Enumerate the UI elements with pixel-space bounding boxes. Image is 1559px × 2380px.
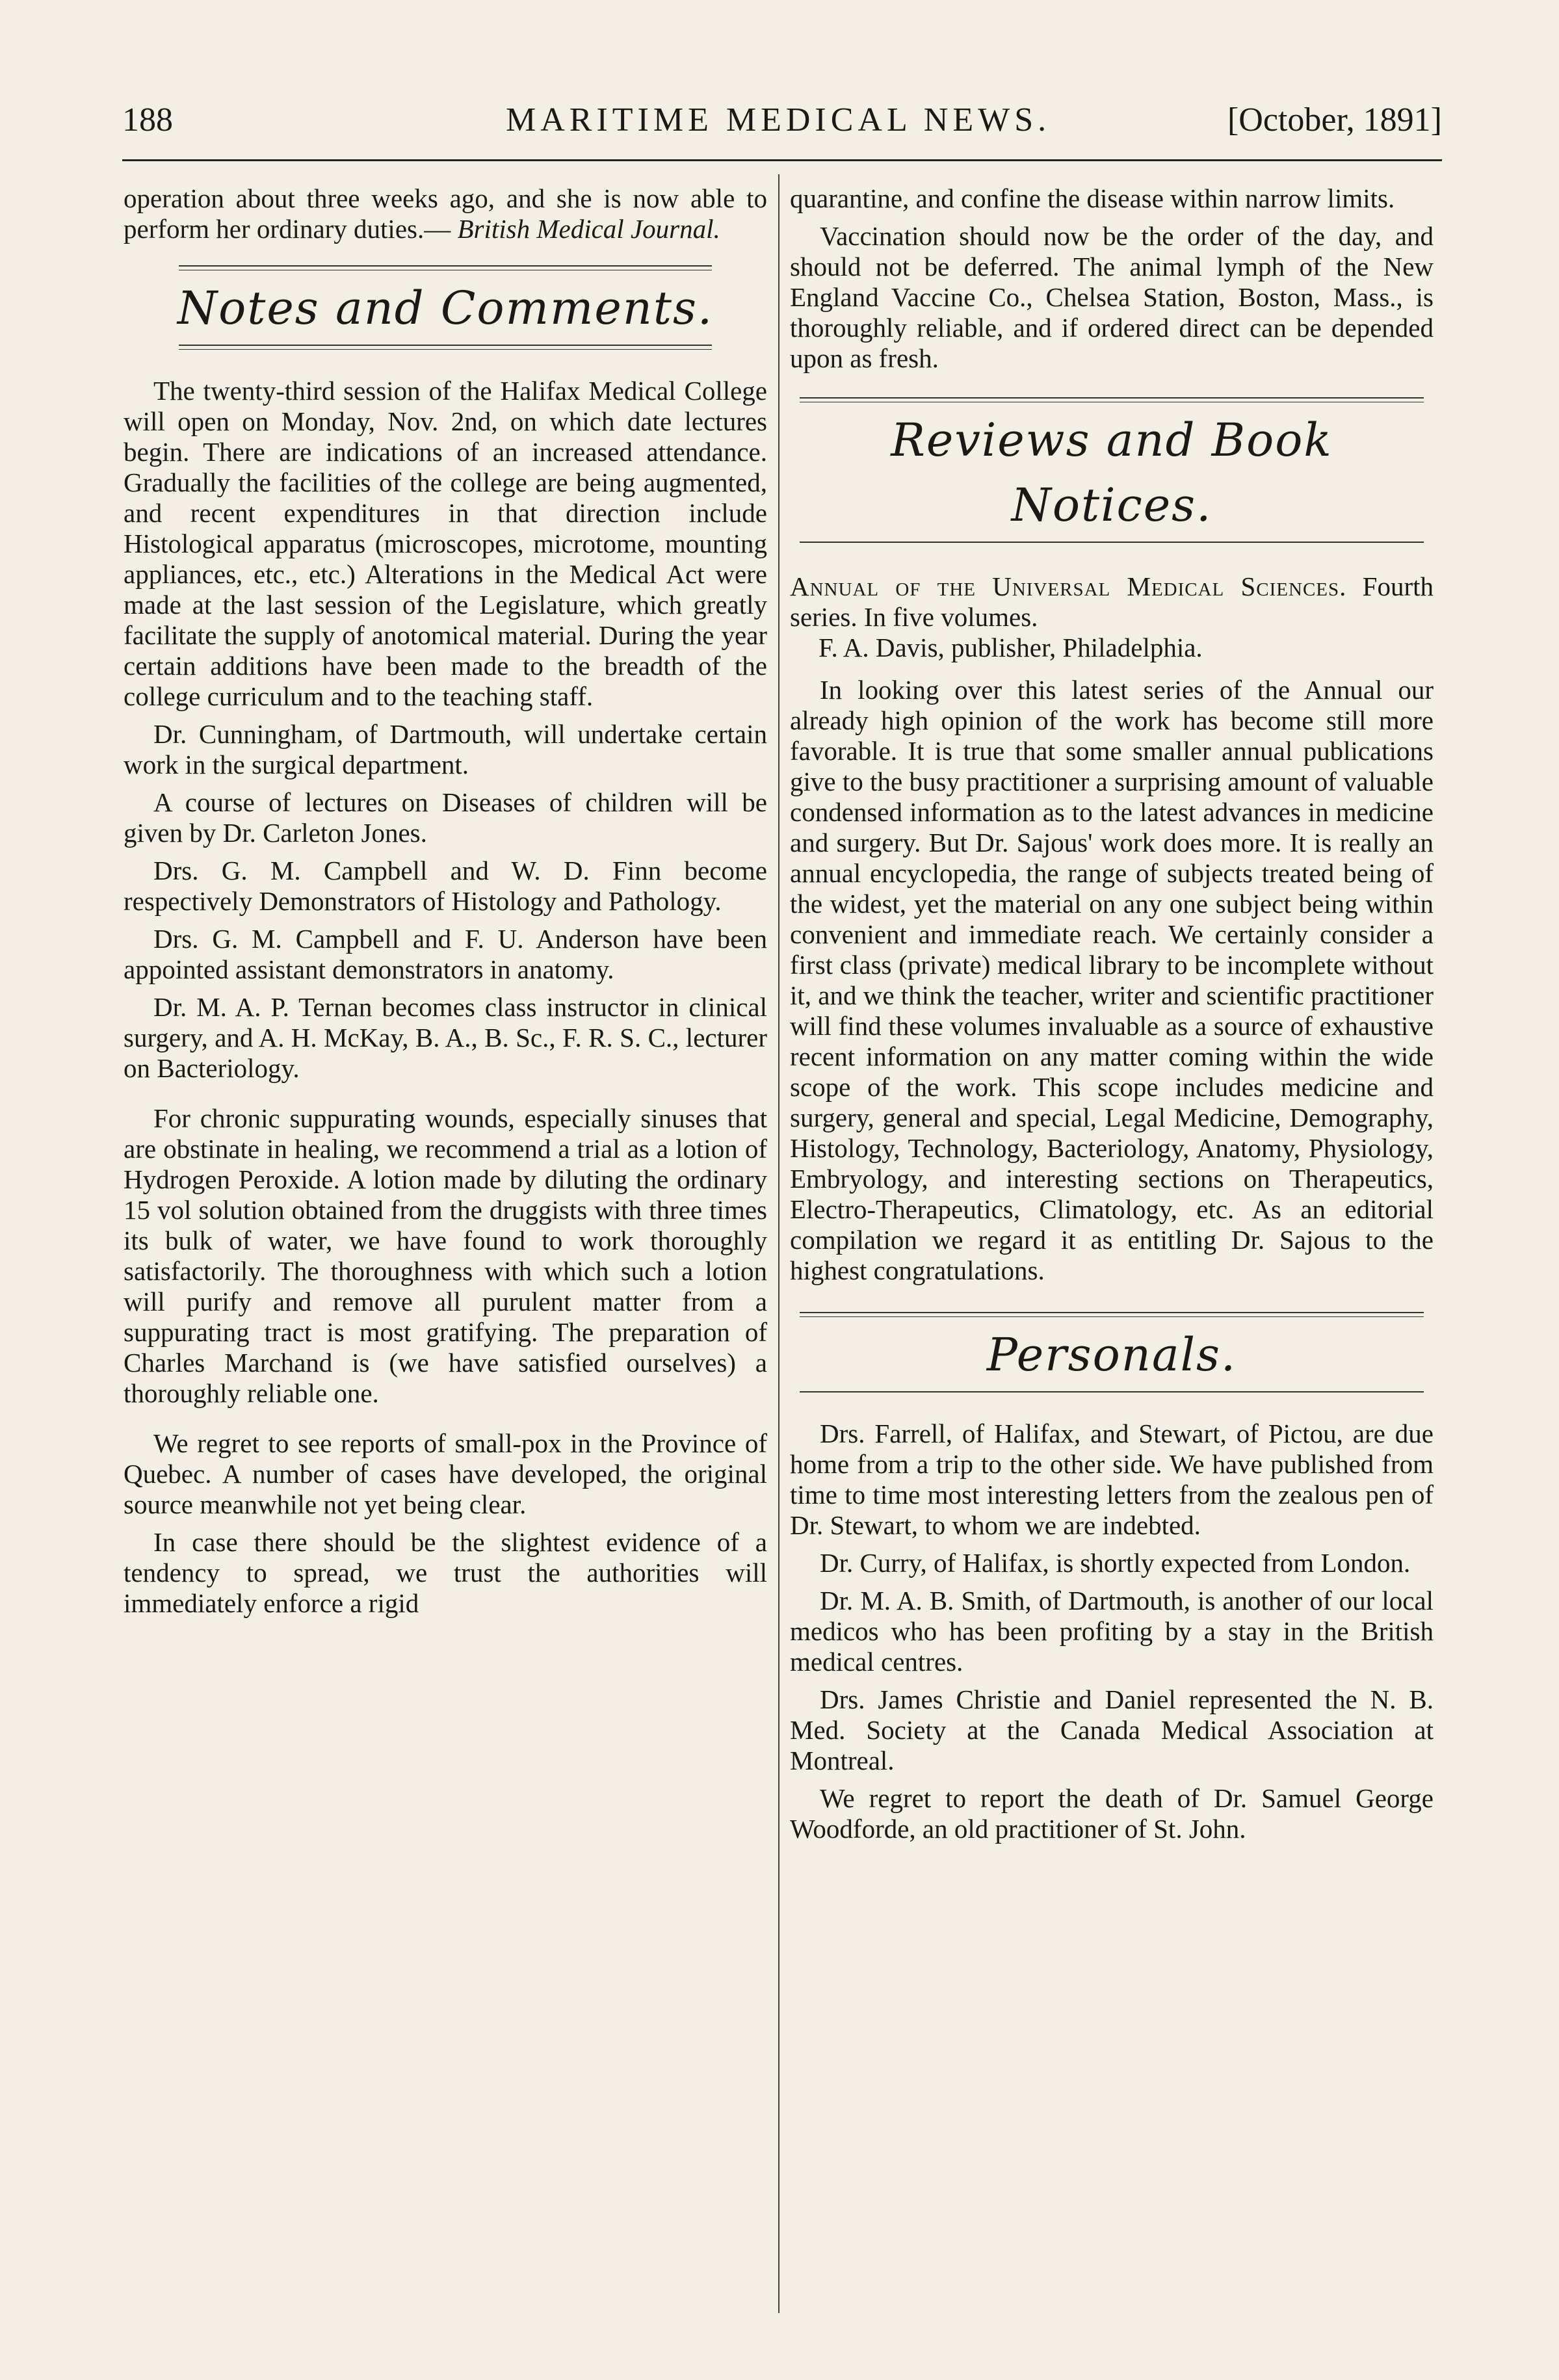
section-separator (800, 542, 1424, 543)
book-details: Fourth series. In five volumes. (790, 571, 1434, 632)
book-title: Annual of the Universal Medical Sciences. (790, 571, 1347, 601)
personal-item: Drs. Farrell, of Halifax, and Stewart, of Pictou, are due home from a trip to the other side. We have published from time to time most interesting letters from the zealous pen of Dr. Stewart, to whom we are indebted. (790, 1419, 1434, 1540)
section-separator (179, 265, 712, 270)
book-citation (790, 571, 1434, 663)
vaccination-paragraph: Vaccination should now be the order of the day, and should not be deferred. The animal lymph of the New England Vaccine Co., Chelsea Station, Boston, Mass., is thoroughly reliable, and if ordered direct can be depended upon as fresh. (790, 221, 1434, 373)
notes-paragraph: In case there should be the slightest evidence of a tendency to spread, we trust the authorities will immediately enforce a rigid (124, 1527, 767, 1618)
personal-item: Dr. M. A. B. Smith, of Dartmouth, is another of our local medicos who has been profiting by a stay in the British medical centres. (790, 1586, 1434, 1677)
notes-heading: Notes and Comments. (177, 281, 714, 335)
notes-paragraph: Dr. Cunningham, of Dartmouth, will undertake certain work in the surgical department. (124, 719, 767, 779)
personals-heading: Personals. (986, 1328, 1237, 1381)
review-paragraph: In looking over this latest series of the Annual our already high opinion of the work has become still more favorable. It is true that some smaller annual publications give to the busy practitioner a surprising amount of valuable condensed information as to the latest advances in medicine and surgery. But Dr. Sajous' work does more. It is really an annual encyclopedia, the range of subjects treated being of the widest, yet the material on any one subject being within convenient and immediate reach. We certainly consider a first class (private) medical library to be incomplete without it, and we think the teacher, writer and scientific practitioner will find these volumes invaluable as a source of exhaustive recent information on any matter coming within the wide scope of the work. This scope includes medicine and surgery, general and special, Legal Medicine, Demography, Histology, Technology, Bacteriology, Anatomy, Physiology, Embryology, and interesting sections on Therapeutics, Electro-Therapeutics, Climatology, etc. As an editorial compilation we regard it as entitling Dr. Sajous to the highest congratulations. (790, 675, 1434, 1285)
continued-paragraph: quarantine, and confine the disease within narrow limits. (790, 183, 1395, 213)
page-number: 188 (122, 101, 173, 138)
right-column (790, 183, 1434, 1844)
personal-item: Drs. James Christie and Daniel represented the N. B. Med. Society at the Canada Medical Association at Montreal. (790, 1684, 1434, 1775)
notes-paragraph: We regret to see reports of small-pox in the Province of Quebec. A number of cases have developed, the original source meanwhile not yet being clear. (124, 1428, 767, 1519)
personal-item: We regret to report the death of Dr. Samuel George Woodforde, an old practitioner of St. John. (790, 1783, 1434, 1844)
left-column (124, 183, 767, 1619)
running-head (122, 91, 1442, 150)
notes-paragraph: Drs. G. M. Campbell and F. U. Anderson have been appointed assistant demonstrators in anatomy. (124, 924, 767, 984)
intro-paragraph (124, 183, 767, 244)
section-separator (179, 345, 712, 350)
issue-date: [October, 1891] (1227, 101, 1442, 138)
intro-text: operation about three weeks ago, and she is now able to perform her ordinary duties.— (124, 183, 767, 244)
book-publisher: F. A. Davis, publisher, Philadelphia. (819, 633, 1203, 662)
personal-item: Dr. Curry, of Halifax, is shortly expected from London. (820, 1548, 1411, 1578)
section-separator (800, 1391, 1424, 1393)
column-divider (778, 174, 780, 2313)
reviews-heading: Reviews and Book Notices. (891, 413, 1333, 532)
notes-paragraph: For chronic suppurating wounds, especially sinuses that are obstinate in healing, we recommend a trial as a lotion of Hydrogen Peroxide. A lotion made by diluting the ordinary 15 vol solution obtained from the druggists with three times its bulk of water, we have found to work thoroughly satisfactorily. The thoroughness with which such a lotion will purify and remove all purulent matter from a suppurating tract is most gratifying. The preparation of Charles Marchand is (we have satisfied ourselves) a thoroughly reliable one. (124, 1103, 767, 1408)
section-separator (800, 397, 1424, 402)
notes-paragraph: Drs. G. M. Campbell and W. D. Finn become respectively Demonstrators of Histology and Pathology. (124, 856, 767, 916)
journal-title: MARITIME MEDICAL NEWS. (506, 101, 1051, 138)
notes-paragraph: A course of lectures on Diseases of children will be given by Dr. Carleton Jones. (124, 787, 767, 848)
intro-source: British Medical Journal. (457, 214, 720, 244)
header-rule (122, 159, 1442, 161)
notes-paragraph: Dr. M. A. P. Ternan becomes class instructor in clinical surgery, and A. H. McKay, B. A., B. Sc., F. R. S. C., lecturer on Bacteriology. (124, 992, 767, 1083)
notes-paragraph: The twenty-third session of the Halifax Medical College will open on Monday, Nov. 2nd, on which date lectures begin. There are indications of an increased attendance. Gradually the facilities of the college are being augmented, and recent expenditures in that direction include Histological apparatus (microscopes, microtome, mounting appliances, etc., etc.) Alterations in the Medical Act were made at the last session of the Legislature, which greatly facilitate the supply of anotomical material. During the year certain additions have been made to the breadth of the college curriculum and to the teaching staff. (124, 376, 767, 711)
section-separator (800, 1312, 1424, 1317)
